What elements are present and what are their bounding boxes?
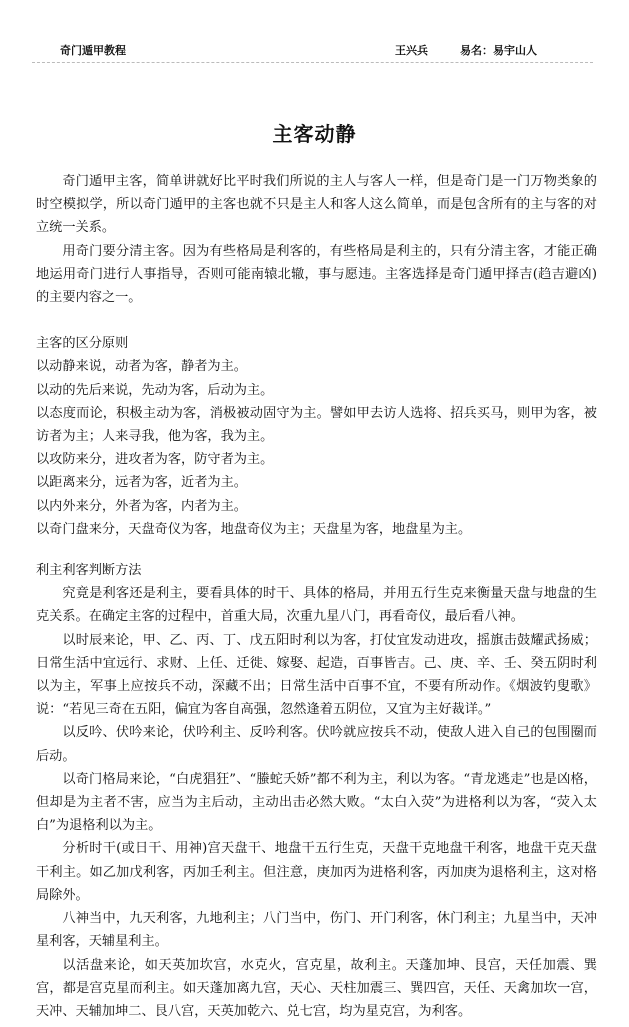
principle-line: 以动静来说，动者为客，静者为主。 bbox=[36, 359, 247, 375]
intro-paragraph-1: 奇门遁甲主客，简单讲就好比平时我们所说的主人与客人一样，但是奇门是一门万物类象的时空模拟学，所以奇门遁甲的主客也就不只是主人和客人这么简单，而是包含所有的主与客的对立统一关系。 bbox=[36, 174, 597, 236]
book-title: 奇门遁甲教程 bbox=[60, 44, 126, 57]
section-heading-principles: 主客的区分原则 bbox=[36, 336, 129, 352]
author-name: 王兴兵 bbox=[395, 44, 428, 57]
document-body bbox=[36, 170, 597, 1023]
principle-line: 以态度而论，积极主动为客，消极被动固守为主。譬如甲去访人选将、招兵买马，则甲为客，被访者为主；人来寻我，他为客，我为主。 bbox=[36, 405, 597, 445]
principle-line: 以内外来分，外者为客，内者为主。 bbox=[36, 498, 247, 514]
page-header bbox=[60, 42, 589, 60]
principle-line: 以距离来分，远者为客，近者为主。 bbox=[36, 475, 247, 491]
method-paragraph: 分析时干(或日干、用神)宫天盘干、地盘干五行生克，天盘干克地盘干利客，地盘干克天盘干利主。如乙加戊利客，丙加壬利主。但注意，庚加丙为进格利客，丙加庚为退格利主，这对格局除外。 bbox=[36, 841, 597, 903]
method-paragraph: 以时辰来论，甲、乙、丙、丁、戊五阳时利以为客，打仗宜发动进攻，摇旗击鼓耀武扬威；日常生活中宜远行、求财、上任、迁徙、嫁娶、起造，百事皆吉。己、庚、辛、壬、癸五阴时利以为主，军事上应按兵不动，深藏不出；日常生活中百事不宜，不要有所动作。《烟波钓叟歌》说：“若见三奇在五阳，偏宜为客自高强，忽然逢着五阴位，又宜为主好裁详。” bbox=[36, 632, 597, 718]
header-divider bbox=[32, 62, 593, 64]
principle-line: 以奇门盘来分，天盘奇仪为客，地盘奇仪为主；天盘星为客，地盘星为主。 bbox=[36, 521, 472, 537]
method-paragraph: 究竟是利客还是利主，要看具体的时干、具体的格局，并用五行生克来衡量天盘与地盘的生克关系。在确定主客的过程中，首重大局，次重九星八门，再看奇仪，最后看八神。 bbox=[36, 586, 597, 625]
principle-line: 以攻防来分，进攻者为客，防守者为主。 bbox=[36, 452, 274, 468]
intro-paragraph-2: 用奇门要分清主客。因为有些格局是利客的，有些格局是利主的，只有分清主客，才能正确地运用奇门进行人事指导，否则可能南辕北辙，事与愿违。主客选择是奇门遁甲择吉(趋吉避凶)的主要内容之一。 bbox=[36, 243, 597, 306]
method-paragraph: 以奇门格局来论，“白虎猖狂”、“螣蛇夭娇”都不利为主，利以为客。“青龙逃走”也是凶格，但却是为主者不害，应当为主后动，主动出击必然大败。“太白入荧”为进格利以为客，“荧入太白”为退格利以为主。 bbox=[36, 771, 597, 834]
method-paragraph: 以反吟、伏吟来论，伏吟利主、反吟利客。伏吟就应按兵不动，使敌人进入自己的包围圈而后动。 bbox=[36, 725, 597, 764]
section-heading-methods: 利主利客判断方法 bbox=[36, 563, 142, 579]
principle-line: 以动的先后来说，先动为客，后动为主。 bbox=[36, 382, 274, 398]
page-title: 主客动静 bbox=[272, 122, 357, 146]
method-paragraph: 以活盘来论，如天英加坎宫，水克火，宫克星，故利主。天蓬加坤、艮宫，天任加震、巽宫，都是宫克星而利主。如天蓬加离九宫，天心、天柱加震三、巽四宫，天任、天禽加坎一宫，天冲、天辅加坤二、艮八宫，天英加乾六、兑七宫，均为星克宫，为利客。 bbox=[36, 957, 597, 1019]
method-paragraph: 八神当中，九天利客，九地利主；八门当中，伤门、开门利客，休门利主；九星当中，天冲星利客，天辅星利主。 bbox=[36, 911, 597, 950]
author-alias: 易名：易宇山人 bbox=[460, 44, 537, 57]
